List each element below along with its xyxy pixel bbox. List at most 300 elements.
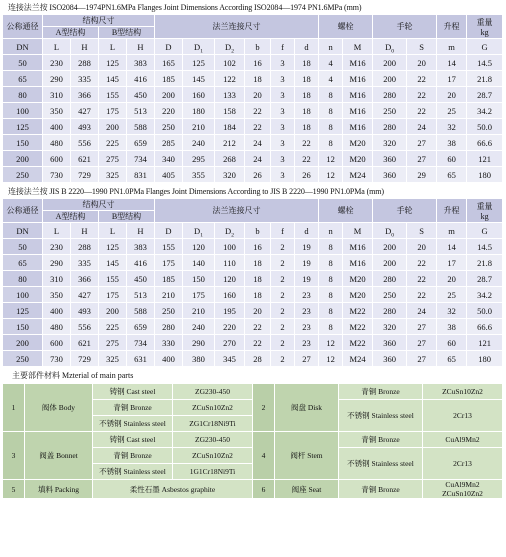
value-cell: M16 xyxy=(343,71,373,87)
part-name: 填料 Packing xyxy=(25,480,93,499)
value-cell: 330 xyxy=(155,335,183,351)
value-cell: 212 xyxy=(215,135,245,151)
value-cell: 28.7 xyxy=(467,271,503,287)
table-row xyxy=(3,271,503,287)
header-flange: 法兰连接尺寸 xyxy=(155,15,319,39)
part-material: 不锈钢 Stainless steel xyxy=(93,464,173,480)
value-cell: 320 xyxy=(373,319,407,335)
value-cell: 175 xyxy=(99,103,127,119)
value-cell: 155 xyxy=(99,87,127,103)
part-material: 铸钢 Cast steel xyxy=(93,432,173,448)
value-cell: 400 xyxy=(155,351,183,367)
value-cell: 416 xyxy=(127,71,155,87)
value-cell: 165 xyxy=(155,55,183,71)
value-cell: 3 xyxy=(271,167,295,183)
value-cell: 480 xyxy=(43,135,71,151)
header-handwheel: 手轮 xyxy=(373,15,437,39)
column-label: L xyxy=(43,223,71,239)
value-cell: 34.2 xyxy=(467,287,503,303)
value-cell: 60 xyxy=(437,151,467,167)
value-cell: 14 xyxy=(437,239,467,255)
value-cell: 268 xyxy=(215,151,245,167)
value-cell: 210 xyxy=(183,303,215,319)
value-cell: 22 xyxy=(295,151,319,167)
part-grade: ZCuSn10Zn2 xyxy=(173,448,253,464)
value-cell: 23 xyxy=(295,287,319,303)
value-cell: M16 xyxy=(343,55,373,71)
value-cell: 8 xyxy=(319,319,343,335)
value-cell: 280 xyxy=(155,319,183,335)
part-material: 柔性石墨 Asbestos graphite xyxy=(93,480,253,499)
value-cell: 18 xyxy=(295,55,319,71)
header-handwheel: 手轮 xyxy=(373,199,437,223)
value-cell: 19 xyxy=(295,255,319,271)
value-cell: 225 xyxy=(99,135,127,151)
value-cell: 175 xyxy=(99,287,127,303)
value-cell: 400 xyxy=(43,119,71,135)
value-cell: 20 xyxy=(245,303,271,319)
table-row xyxy=(3,55,503,71)
column-label: $D_2$ xyxy=(215,223,245,239)
value-cell: 600 xyxy=(43,151,71,167)
column-label: M xyxy=(343,223,373,239)
column-label: D xyxy=(155,223,183,239)
value-cell: 3 xyxy=(271,71,295,87)
value-cell: 12 xyxy=(319,335,343,351)
header-a-type: A型结构 xyxy=(43,27,99,39)
value-cell: 145 xyxy=(183,71,215,87)
table1-header-row-1 xyxy=(3,15,503,27)
value-cell: 14.5 xyxy=(467,55,503,71)
value-cell: 19 xyxy=(295,239,319,255)
value-cell: M16 xyxy=(343,239,373,255)
value-cell: 288 xyxy=(71,55,99,71)
value-cell: 288 xyxy=(71,239,99,255)
value-cell: M24 xyxy=(343,167,373,183)
value-cell: 600 xyxy=(43,335,71,351)
part-name: 阀座 Seat xyxy=(275,480,339,499)
value-cell: 200 xyxy=(99,303,127,319)
column-label: H xyxy=(127,223,155,239)
value-cell: 65 xyxy=(437,167,467,183)
parts-row xyxy=(3,480,503,499)
value-cell: 350 xyxy=(43,287,71,303)
value-cell: 120 xyxy=(215,271,245,287)
column-label: D xyxy=(155,39,183,55)
part-material: 铸钢 Cast steel xyxy=(93,384,173,400)
header-weight: 重量 kg xyxy=(467,199,503,223)
value-cell: 200 xyxy=(373,71,407,87)
value-cell: 18 xyxy=(245,71,271,87)
value-cell: 14 xyxy=(437,55,467,71)
part-grade: 2Cr13 xyxy=(423,400,503,432)
column-label: d xyxy=(295,223,319,239)
value-cell: 16 xyxy=(245,55,271,71)
value-cell: 8 xyxy=(319,303,343,319)
header-flange: 法兰连接尺寸 xyxy=(155,199,319,223)
column-label: d xyxy=(295,39,319,55)
header-struct-size: 结构尺寸 xyxy=(43,15,155,27)
value-cell: 20 xyxy=(437,271,467,287)
value-cell: 8 xyxy=(319,103,343,119)
value-cell: 366 xyxy=(71,271,99,287)
value-cell: M16 xyxy=(343,255,373,271)
value-cell: 631 xyxy=(127,351,155,367)
parts-table xyxy=(2,383,503,499)
value-cell: 133 xyxy=(215,87,245,103)
value-cell: 210 xyxy=(155,287,183,303)
column-label: m xyxy=(437,223,467,239)
value-cell: 14.5 xyxy=(467,239,503,255)
part-material: 青铜 Bronze xyxy=(93,400,173,416)
value-cell: 3 xyxy=(271,151,295,167)
dn-cell: 80 xyxy=(3,87,43,103)
table-row xyxy=(3,119,503,135)
value-cell: 28.7 xyxy=(467,87,503,103)
part-grade: CuAl9Mn2 xyxy=(423,432,503,448)
part-material: 青铜 Bronze xyxy=(93,448,173,464)
value-cell: 3 xyxy=(271,135,295,151)
value-cell: 24 xyxy=(245,135,271,151)
value-cell: 32 xyxy=(437,119,467,135)
value-cell: 290 xyxy=(43,255,71,271)
value-cell: 450 xyxy=(127,271,155,287)
value-cell: 22 xyxy=(407,103,437,119)
value-cell: 360 xyxy=(373,335,407,351)
part-material: 青铜 Bronze xyxy=(339,432,423,448)
dn-cell: 200 xyxy=(3,335,43,351)
value-cell: 2 xyxy=(271,335,295,351)
value-cell: 22 xyxy=(407,271,437,287)
value-cell: 25 xyxy=(437,287,467,303)
value-cell: 175 xyxy=(183,287,215,303)
value-cell: 110 xyxy=(215,255,245,271)
value-cell: 155 xyxy=(99,271,127,287)
value-cell: 24 xyxy=(245,151,271,167)
value-cell: M16 xyxy=(343,119,373,135)
value-cell: 12 xyxy=(319,351,343,367)
value-cell: 200 xyxy=(155,87,183,103)
flange-table-jis xyxy=(2,198,503,367)
value-cell: 24 xyxy=(407,303,437,319)
value-cell: 3 xyxy=(271,55,295,71)
flange-table-iso xyxy=(2,14,503,183)
value-cell: 588 xyxy=(127,303,155,319)
value-cell: 21.8 xyxy=(467,255,503,271)
value-cell: 250 xyxy=(155,119,183,135)
dn-cell: 250 xyxy=(3,351,43,367)
value-cell: 345 xyxy=(215,351,245,367)
part-name: 阀杆 Stem xyxy=(275,432,339,480)
column-label: n xyxy=(319,223,343,239)
header-bolt: 螺栓 xyxy=(319,199,373,223)
value-cell: 27 xyxy=(295,351,319,367)
part-material: 青铜 Bronze xyxy=(339,480,423,499)
value-cell: 416 xyxy=(127,255,155,271)
part-material: 不锈钢 Stainless steel xyxy=(339,448,423,480)
parts-title: 主要部件材料 Mzterial of main parts xyxy=(12,371,134,380)
value-cell: 8 xyxy=(319,255,343,271)
table-row xyxy=(3,71,503,87)
table2-title: 连接法兰按 JIS B 2220—1990 PN1.0PMa Flanges Joint Dimensions According to JIS B 2220—1990 PN1.0PMa (mm) xyxy=(8,187,384,196)
value-cell: 140 xyxy=(183,255,215,271)
value-cell: 295 xyxy=(183,151,215,167)
dn-cell: 80 xyxy=(3,271,43,287)
column-label: L xyxy=(43,39,71,55)
column-label: H xyxy=(127,39,155,55)
value-cell: 195 xyxy=(215,303,245,319)
value-cell: 38 xyxy=(437,319,467,335)
value-cell: 160 xyxy=(215,287,245,303)
value-cell: 23 xyxy=(295,335,319,351)
value-cell: 8 xyxy=(319,239,343,255)
value-cell: 121 xyxy=(467,335,503,351)
value-cell: 17 xyxy=(437,71,467,87)
value-cell: 19 xyxy=(295,271,319,287)
value-cell: 22 xyxy=(245,119,271,135)
parts-row xyxy=(3,384,503,400)
value-cell: 240 xyxy=(183,319,215,335)
value-cell: 200 xyxy=(373,239,407,255)
value-cell: 3 xyxy=(271,103,295,119)
value-cell: M20 xyxy=(343,287,373,303)
value-cell: 18 xyxy=(295,71,319,87)
value-cell: 275 xyxy=(99,335,127,351)
value-cell: 729 xyxy=(71,167,99,183)
value-cell: 125 xyxy=(99,239,127,255)
value-cell: 125 xyxy=(99,55,127,71)
value-cell: M20 xyxy=(343,271,373,287)
value-cell: 3 xyxy=(271,119,295,135)
value-cell: 588 xyxy=(127,119,155,135)
part-grade: ZG1Cr18Ni9Ti xyxy=(173,416,253,432)
value-cell: 24 xyxy=(407,119,437,135)
value-cell: 320 xyxy=(215,167,245,183)
value-cell: 230 xyxy=(43,239,71,255)
value-cell: 734 xyxy=(127,151,155,167)
part-material: 不锈钢 Stainless steel xyxy=(339,400,423,432)
value-cell: 200 xyxy=(373,255,407,271)
column-label: DN xyxy=(3,223,43,239)
value-cell: 23 xyxy=(295,303,319,319)
table-row xyxy=(3,351,503,367)
value-cell: 22 xyxy=(245,319,271,335)
value-cell: 366 xyxy=(71,87,99,103)
column-label: H xyxy=(71,39,99,55)
value-cell: 28 xyxy=(245,351,271,367)
value-cell: 335 xyxy=(71,71,99,87)
value-cell: 310 xyxy=(43,271,71,287)
value-cell: 20 xyxy=(437,87,467,103)
value-cell: 22 xyxy=(245,335,271,351)
table1-title: 连接法兰按 ISO2084—1974PN1.6MPa Flanges Joint Dimensions According ISO2084—1974 PN1.6MPa (mm) xyxy=(8,3,362,12)
value-cell: 2 xyxy=(271,271,295,287)
value-cell: 730 xyxy=(43,167,71,183)
table2-column-labels xyxy=(3,223,503,239)
header-a-type: A型结构 xyxy=(43,211,99,223)
table-row xyxy=(3,87,503,103)
column-label: M xyxy=(343,39,373,55)
dn-cell: 200 xyxy=(3,151,43,167)
value-cell: 8 xyxy=(319,271,343,287)
value-cell: M16 xyxy=(343,87,373,103)
value-cell: 2 xyxy=(271,303,295,319)
part-grade: ZG230-450 xyxy=(173,384,253,400)
value-cell: 275 xyxy=(99,151,127,167)
value-cell: 659 xyxy=(127,319,155,335)
value-cell: 20 xyxy=(407,55,437,71)
value-cell: 22 xyxy=(407,287,437,303)
value-cell: 66.6 xyxy=(467,135,503,151)
value-cell: 12 xyxy=(319,151,343,167)
column-label: G xyxy=(467,223,503,239)
value-cell: 200 xyxy=(99,119,127,135)
value-cell: 18 xyxy=(295,87,319,103)
value-cell: 18 xyxy=(245,271,271,287)
value-cell: 27 xyxy=(407,351,437,367)
value-cell: 175 xyxy=(155,255,183,271)
value-cell: 122 xyxy=(215,71,245,87)
value-cell: 26 xyxy=(245,167,271,183)
part-grade: ZCuSn10Zn2 xyxy=(423,384,503,400)
part-number: 3 xyxy=(3,432,25,480)
value-cell: 3 xyxy=(271,87,295,103)
value-cell: 17 xyxy=(437,255,467,271)
value-cell: 27 xyxy=(407,335,437,351)
value-cell: 145 xyxy=(99,255,127,271)
value-cell: 230 xyxy=(43,55,71,71)
value-cell: 26 xyxy=(295,167,319,183)
value-cell: 22 xyxy=(295,135,319,151)
value-cell: 290 xyxy=(43,71,71,87)
value-cell: 8 xyxy=(319,119,343,135)
value-cell: 18 xyxy=(295,119,319,135)
value-cell: 360 xyxy=(373,151,407,167)
value-cell: 50.0 xyxy=(467,303,503,319)
column-label: S xyxy=(407,39,437,55)
table-row xyxy=(3,255,503,271)
value-cell: 27 xyxy=(407,319,437,335)
column-label: H xyxy=(71,223,99,239)
value-cell: 210 xyxy=(183,119,215,135)
column-label: L xyxy=(99,39,127,55)
value-cell: 20 xyxy=(245,87,271,103)
value-cell: 4 xyxy=(319,55,343,71)
value-cell: 250 xyxy=(155,303,183,319)
value-cell: 29 xyxy=(407,167,437,183)
header-lift: 升程 xyxy=(437,15,467,39)
column-label: S xyxy=(407,223,437,239)
header-b-type: B型结构 xyxy=(99,211,155,223)
header-nominal: 公称通径 xyxy=(3,15,43,39)
dn-cell: 65 xyxy=(3,71,43,87)
value-cell: 8 xyxy=(319,135,343,151)
value-cell: 355 xyxy=(183,167,215,183)
dn-cell: 125 xyxy=(3,119,43,135)
value-cell: 102 xyxy=(215,55,245,71)
table1-column-labels xyxy=(3,39,503,55)
value-cell: 184 xyxy=(215,119,245,135)
value-cell: 427 xyxy=(71,287,99,303)
value-cell: 310 xyxy=(43,87,71,103)
dn-cell: 125 xyxy=(3,303,43,319)
value-cell: 280 xyxy=(373,303,407,319)
part-name: 阀体 Body xyxy=(25,384,93,432)
value-cell: 60 xyxy=(437,335,467,351)
table-row xyxy=(3,303,503,319)
column-label: $D_0$ xyxy=(373,39,407,55)
value-cell: M16 xyxy=(343,103,373,119)
dn-cell: 50 xyxy=(3,55,43,71)
value-cell: 50.0 xyxy=(467,119,503,135)
document xyxy=(2,2,504,499)
value-cell: 2 xyxy=(271,255,295,271)
value-cell: 16 xyxy=(245,239,271,255)
value-cell: 250 xyxy=(373,287,407,303)
value-cell: M20 xyxy=(343,151,373,167)
dn-cell: 150 xyxy=(3,135,43,151)
value-cell: 340 xyxy=(155,151,183,167)
part-grade: 2Cr13 xyxy=(423,448,503,480)
column-label: b xyxy=(245,39,271,55)
value-cell: 158 xyxy=(215,103,245,119)
value-cell: 22 xyxy=(245,103,271,119)
column-label: L xyxy=(99,223,127,239)
value-cell: 729 xyxy=(71,351,99,367)
part-number: 6 xyxy=(253,480,275,499)
value-cell: 556 xyxy=(71,135,99,151)
value-cell: 18 xyxy=(245,255,271,271)
value-cell: 400 xyxy=(43,303,71,319)
dn-cell: 150 xyxy=(3,319,43,335)
header-struct-size: 结构尺寸 xyxy=(43,199,155,211)
value-cell: 280 xyxy=(373,271,407,287)
value-cell: 8 xyxy=(319,287,343,303)
column-label: b xyxy=(245,223,271,239)
table-row xyxy=(3,239,503,255)
value-cell: 556 xyxy=(71,319,99,335)
value-cell: 125 xyxy=(183,55,215,71)
value-cell: 2 xyxy=(271,351,295,367)
value-cell: M22 xyxy=(343,335,373,351)
value-cell: 240 xyxy=(183,135,215,151)
value-cell: 65 xyxy=(437,351,467,367)
table-row xyxy=(3,167,503,183)
column-label: $D_0$ xyxy=(373,223,407,239)
part-grade: ZG230-450 xyxy=(173,432,253,448)
value-cell: 480 xyxy=(43,319,71,335)
value-cell: 280 xyxy=(373,87,407,103)
value-cell: 335 xyxy=(71,255,99,271)
value-cell: 2 xyxy=(271,239,295,255)
value-cell: 280 xyxy=(373,119,407,135)
value-cell: 155 xyxy=(155,239,183,255)
value-cell: 22 xyxy=(407,87,437,103)
part-grade: ZCuSn10Zn2 xyxy=(173,400,253,416)
part-number: 5 xyxy=(3,480,25,499)
value-cell: 18 xyxy=(245,287,271,303)
value-cell: 38 xyxy=(437,135,467,151)
table-row xyxy=(3,103,503,119)
header-bolt: 螺栓 xyxy=(319,15,373,39)
value-cell: 18 xyxy=(295,103,319,119)
value-cell: 225 xyxy=(99,319,127,335)
value-cell: M20 xyxy=(343,135,373,151)
table-row xyxy=(3,151,503,167)
value-cell: 22 xyxy=(407,71,437,87)
value-cell: 66.6 xyxy=(467,319,503,335)
value-cell: 250 xyxy=(373,103,407,119)
